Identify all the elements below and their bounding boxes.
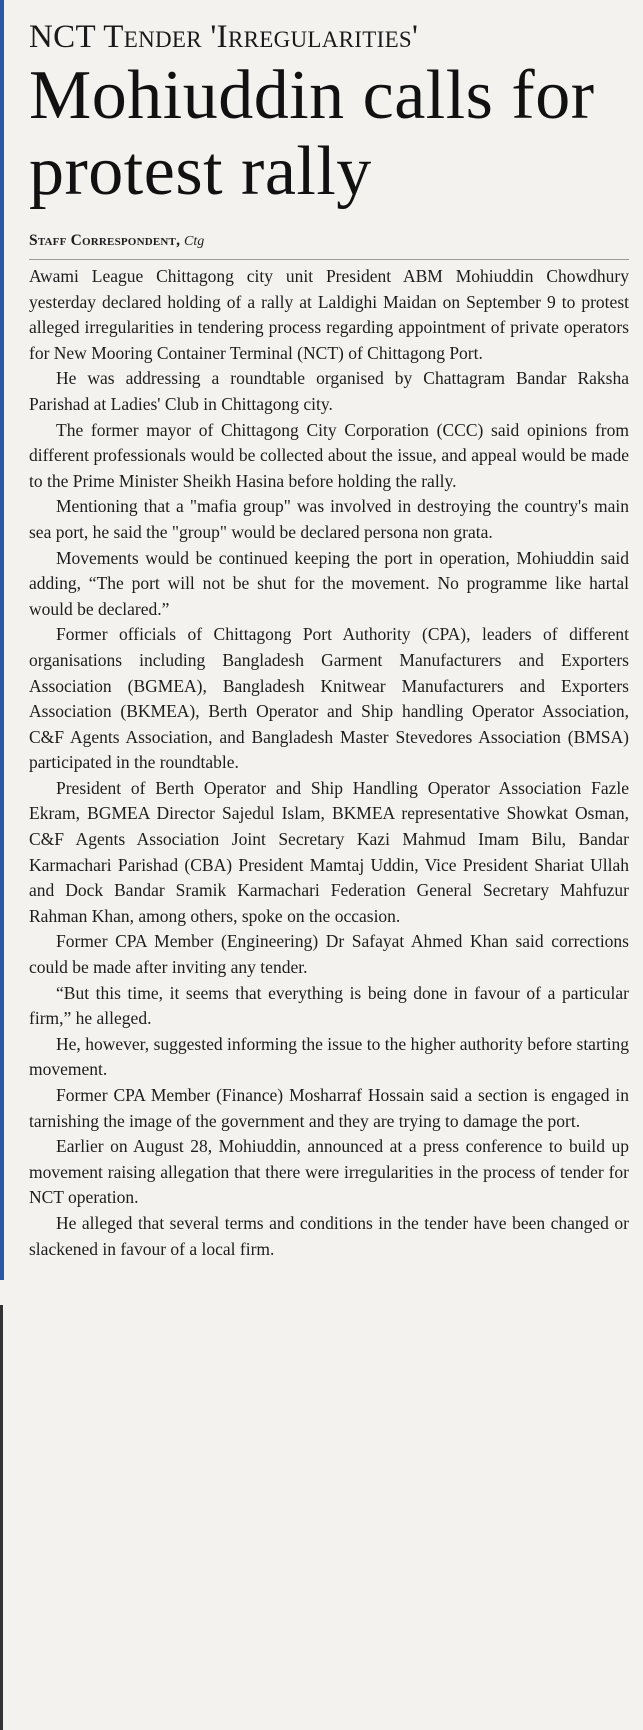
news-article xyxy=(29,18,629,1262)
page-edge-rule-dark xyxy=(0,1305,3,1730)
byline-location: Ctg xyxy=(184,234,205,249)
article-paragraph: Movements would be continued keeping the port in operation, Mohiuddin said adding, “The port will not be shut for the movement. No programme like hartal would be declared.” xyxy=(29,547,629,619)
article-paragraph: Former officials of Chittagong Port Authority (CPA), leaders of different organisations including Bangladesh Garment Manufacturers and Exporters Association (BGMEA), Bangladesh Knitwear Manufacturers and Exporters Association (BKMEA), Berth Operator and Ship handling Operator Association, C&F Agents Association, and Bangladesh Master Stevedores Association (BMSA) participated in the roundtable. xyxy=(29,624,629,773)
article-paragraph: The former mayor of Chittagong City Corporation (CCC) said opinions from different professionals would be collected about the issue, and appeal would be made to the Prime Minister Sheikh Hasina before holding the rally. xyxy=(29,419,629,491)
article-paragraph: He, however, suggested informing the issue to the higher authority before starting movement. xyxy=(29,1033,629,1080)
article-headline: Mohiuddin calls for protest rally xyxy=(29,57,595,210)
article-paragraph: He alleged that several terms and conditions in the tender have been changed or slackened in favour of a local firm. xyxy=(29,1212,629,1259)
article-body xyxy=(29,264,629,1262)
byline-author: Staff Correspondent, xyxy=(29,232,181,249)
article-paragraph: He was addressing a roundtable organised by Chattagram Bandar Raksha Parishad at Ladies' Club in Chittagong city. xyxy=(29,368,629,414)
article-kicker: NCT Tender 'Irregularities' xyxy=(29,19,419,55)
page-edge-rule-blue xyxy=(0,0,4,1280)
article-paragraph: Former CPA Member (Engineering) Dr Safayat Ahmed Khan said corrections could be made after inviting any tender. xyxy=(29,931,629,978)
article-paragraph: President of Berth Operator and Ship Handling Operator Association Fazle Ekram, BGMEA Director Sajedul Islam, BKMEA representative Showkat Osman, C&F Agents Association Joint Secretary Kazi Mahmud Imam Bilu, Bandar Karmachari Parishad (CBA) President Mamtaj Uddin, Vice President Shariat Ullah and Dock Bandar Sramik Karmachari Federation General Secretary Mahfuzur Rahman Khan, among others, spoke on the occasion. xyxy=(29,777,629,926)
article-paragraph: Mentioning that a "mafia group" was involved in destroying the country's main sea port, he said the "group" would be declared persona non grata. xyxy=(29,496,629,542)
article-byline xyxy=(29,230,629,260)
article-paragraph: Earlier on August 28, Mohiuddin, announced at a press conference to build up movement raising allegation that there were irregularities in the process of tender for NCT operation. xyxy=(29,1136,629,1208)
article-paragraph: “But this time, it seems that everything is being done in favour of a particular firm,” he alleged. xyxy=(29,982,629,1029)
article-paragraph: Awami League Chittagong city unit President ABM Mohiuddin Chowdhury yesterday declared holding of a rally at Laldighi Maidan on September 9 to protest alleged irregularities in tendering process regarding appointment of private operators for New Mooring Container Terminal (NCT) of Chittagong Port. xyxy=(29,266,629,363)
article-paragraph: Former CPA Member (Finance) Mosharraf Hossain said a section is engaged in tarnishing the image of the government and they are trying to damage the port. xyxy=(29,1085,629,1131)
